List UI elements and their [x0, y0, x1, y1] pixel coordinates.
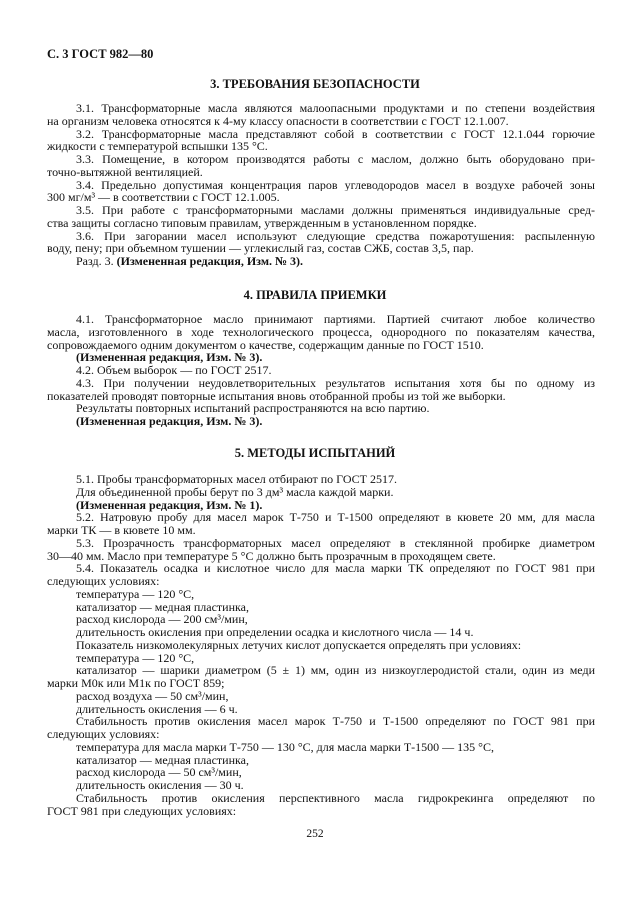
paragraph — [47, 537, 595, 563]
text-line — [47, 191, 595, 204]
paragraph — [47, 562, 595, 588]
line-text: 30—40 мм. Масло при температуре 5 °С должно быть прозрачным в проходящем свете. — [47, 548, 496, 563]
text-line — [47, 166, 595, 179]
paragraph — [47, 102, 595, 128]
line-text: ства защиты согласно типовым правилам, утвержденным в установленном порядке. — [47, 215, 477, 230]
text-line — [47, 115, 595, 128]
line-text: Показатель низкомолекулярных летучих кислот допускается определять при условиях: — [76, 637, 522, 652]
paragraph — [47, 128, 595, 154]
section-body — [47, 473, 595, 817]
line-text: расход воздуха — 50 см³/мин, — [76, 688, 229, 703]
line-text: 3.2. Трансформаторные масла представляют собой в соответствии с ГОСТ 12.1.044 горючие — [76, 127, 595, 141]
line-text: 4.3. При получении неудовлетворительных результатов испытания хотя бы по одному из — [76, 376, 595, 390]
line-text: марки ТК — в кювете 10 мм. — [47, 523, 196, 537]
line-text: 300 мг/м³ — в соответствии с ГОСТ 12.1.005. — [47, 190, 280, 205]
section-heading: 5. МЕТОДЫ ИСПЫТАНИЙ — [234, 446, 396, 460]
paragraph — [47, 715, 595, 741]
paragraph — [47, 364, 595, 377]
running-header: С. 3 ГОСТ 982—80 — [47, 47, 154, 61]
line-text: расход кислорода — 50 см³/мин, — [76, 765, 242, 780]
text-line — [47, 703, 595, 716]
line-text: катализатор — медная пластинка, — [76, 599, 249, 614]
line-text: катализатор — шарики диаметром (5 ± 1) мм, один из низкоуглеродистой стали, один из меди — [76, 664, 595, 677]
line-text: 3.6. При загорании масел используют следующие средства пожаротушения: распыленную — [76, 229, 595, 243]
text-line — [47, 550, 595, 563]
section-body — [47, 313, 595, 428]
paragraph — [47, 204, 595, 230]
line-text: Результаты повторных испытаний распространяются на всю партию. — [76, 401, 430, 416]
line-text: следующих условиях: — [47, 727, 160, 741]
line-text: 3.5. При работе с трансформаторными маслами должны применяться индивидуальные сред- — [76, 204, 595, 217]
line-text: воду, пену; при объемном тушении — углекислый газ, состав СЖБ, состав 3,5, пар. — [47, 241, 474, 256]
line-text: Стабильность против окисления масел марок Т-750 и Т-1500 определяют по ГОСТ 981 при — [76, 715, 595, 728]
line-text: 5.3. Прозрачность трансформаторных масел определяют в стеклянной пробирке диаметром — [76, 536, 595, 550]
text-line — [47, 499, 595, 512]
line-text: Для объединенной пробы берут по 3 дм³ масла каждой марки. — [76, 484, 394, 499]
paragraph — [47, 179, 595, 205]
paragraph — [47, 779, 595, 792]
line-text: Разд. 3. — [76, 254, 117, 268]
line-text: длительность окисления — 30 ч. — [76, 778, 244, 792]
text-line — [47, 255, 595, 268]
line-text: на организм человека относятся к 4-му классу опасности в соответствии с ГОСТ 12.1.007. — [47, 113, 509, 128]
line-text: (Измененная редакция, Изм. № 3). — [76, 414, 263, 428]
paragraph — [47, 664, 595, 690]
text-line — [47, 313, 595, 326]
paragraph — [47, 792, 595, 818]
line-text: масла, изготовленного в ходе технологического процесса, однородного по показателям качества, — [47, 325, 595, 339]
line-text: (Измененная редакция, Изм. № 1). — [76, 497, 263, 512]
text-line — [47, 652, 595, 665]
paragraph — [47, 255, 595, 268]
paragraph — [47, 652, 595, 665]
text-line — [47, 364, 595, 377]
paragraph — [47, 499, 595, 512]
line-text: ГОСТ 981 при следующих условиях: — [47, 803, 237, 818]
line-text: длительность окисления при определении осадка и кислотного числа — 14 ч. — [76, 625, 474, 639]
text-line — [47, 217, 595, 230]
text-line — [47, 524, 595, 537]
text-line — [47, 140, 595, 153]
paragraph — [47, 377, 595, 403]
text-line — [47, 415, 595, 428]
paragraph — [47, 153, 595, 179]
line-text: температура — 120 °С, — [76, 650, 195, 665]
line-text: точно-вытяжной вентиляцией. — [47, 164, 203, 179]
line-text: 3.4. Предельно допустимая концентрация паров углеводородов масел в воздухе рабочей зоны — [76, 178, 595, 192]
text-line — [47, 805, 595, 818]
line-text: 3.3. Помещение, в котором производятся работы с маслом, должно быть оборудовано при- — [76, 153, 595, 166]
line-text: 5.4. Показатель осадка и кислотное число для масла марки ТК определяют по ГОСТ 981 при — [76, 562, 595, 575]
line-text: катализатор — медная пластинка, — [76, 752, 249, 767]
paragraph — [47, 313, 595, 351]
paragraph — [47, 511, 595, 537]
line-text: 5.1. Пробы трансформаторных масел отбирают по ГОСТ 2517. — [76, 472, 397, 486]
line-text: следующих условиях: — [47, 574, 160, 588]
section-body — [47, 102, 595, 268]
section-heading: 3. ТРЕБОВАНИЯ БЕЗОПАСНОСТИ — [210, 77, 420, 91]
page-number: 252 — [306, 828, 324, 840]
paragraph — [47, 415, 595, 428]
line-text: сопровождаемого одним документом о качестве, содержащим данные по ГОСТ 1510. — [47, 337, 484, 352]
line-text: показателей проводят повторные испытания вновь отобранной пробы из той же выборки. — [47, 388, 506, 403]
amendment-note: (Измененная редакция, Изм. № 3). — [116, 254, 304, 268]
line-text: марки М0к или М1к по ГОСТ 859; — [47, 676, 225, 690]
line-text: температура для масла марки Т-750 — 130 °С, для масла марки Т-1500 — 135 °С, — [76, 739, 494, 754]
line-text: расход кислорода — 200 см³/мин, — [76, 612, 248, 627]
line-text: Стабильность против окисления перспективного масла гидрокрекинга определяют по — [76, 791, 595, 805]
paragraph — [47, 703, 595, 716]
paragraph — [47, 230, 595, 256]
line-text: жидкости с температурой вспышки 135 °С. — [47, 139, 268, 154]
line-text: (Измененная редакция, Изм. № 3). — [76, 350, 263, 365]
line-text: длительность окисления — 6 ч. — [76, 701, 238, 716]
line-text: 4.1. Трансформаторное масло принимают партиями. Партией считают любое количество — [76, 313, 595, 326]
line-text: 3.1. Трансформаторные масла являются малоопасными продуктами и по степени воздействия — [76, 102, 595, 115]
section-heading: 4. ПРАВИЛА ПРИЕМКИ — [243, 288, 387, 302]
line-text: 4.2. Объем выборок — по ГОСТ 2517. — [76, 363, 272, 377]
text-line — [47, 779, 595, 792]
line-text: 5.2. Натровую пробу для масел марок Т-750 и Т-1500 определяют в кювете 20 мм, для масла — [76, 511, 595, 524]
line-text: температура — 120 °С, — [76, 586, 195, 601]
